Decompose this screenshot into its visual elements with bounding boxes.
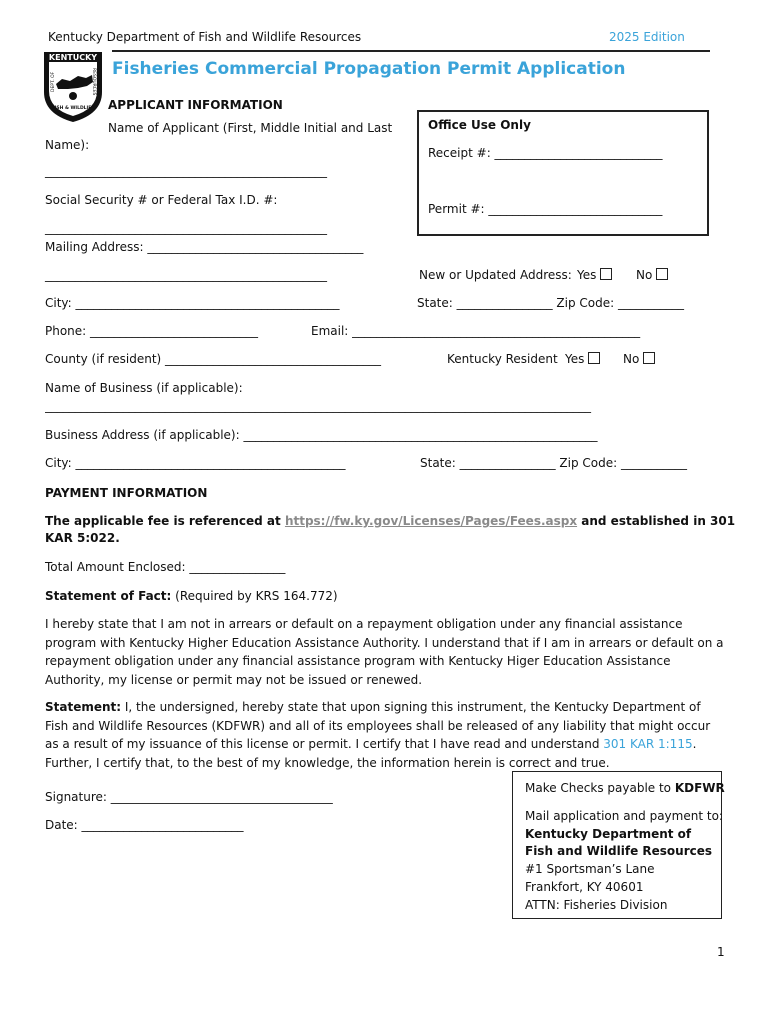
mailing-address-line2[interactable]: _______________________________________________ [45, 268, 327, 282]
address-line2: Frankfort, KY 40601 [525, 880, 644, 894]
attn-line: ATTN: Fisheries Division [525, 898, 668, 912]
business-city-field[interactable]: City: _____________________________________________ [45, 456, 346, 470]
office-use-box [417, 110, 709, 236]
statement-of-fact-note: (Required by KRS 164.772) [171, 589, 338, 603]
business-name-label: Name of Business (if applicable): [45, 381, 243, 395]
resident-yes[interactable] [565, 352, 600, 367]
header-rule [112, 50, 710, 52]
name-label-line2: Name): [45, 138, 90, 152]
no-label: No [623, 352, 640, 366]
fee-suffix: and established in 301 [577, 514, 736, 528]
no-label: No [636, 268, 653, 282]
statement-of-fact-heading: Statement of Fact: [45, 589, 172, 603]
yes-label: Yes [577, 268, 597, 282]
mailing-address-field[interactable]: Mailing Address: ____________________________________ [45, 240, 364, 254]
page-number: 1 [717, 945, 725, 959]
logo-right-text: RESOURCES [91, 68, 96, 96]
yes-label: Yes [565, 352, 585, 366]
mail-payment-box [512, 771, 725, 919]
resident-no-checkbox[interactable] [643, 352, 655, 364]
statement-of-fact-body: I hereby state that I am not in arrears or default on a repayment obligation under any financial assistance program with Kentucky Higher Education Assistance Authority. I understand that if I am in arrears or default on a repayment obligation under any financial assistance program with Kentucky Higer Education Assistance Authority, my license or permit may not be issued or renewed. [45, 617, 724, 687]
fee-line [45, 514, 735, 529]
org-line2: Fish and Wildlife Resources [525, 844, 713, 858]
permit-field[interactable]: Permit #: _____________________________ [428, 202, 663, 216]
fee-line2: KAR 5:022. [45, 531, 120, 545]
statement-body-part1: I, the undersigned, hereby state that upon signing this instrument, the Kentucky Department of Fish and Wildlife Resources (KDFWR) and all of its employees shall be released of any liability that might occur as a result of my issuance of this license or permit. I certify that I have read and understand [45, 700, 711, 751]
statement-body-part2: . Further, I certify that, to the best of my knowledge, the information herein is correct and true. [45, 737, 697, 770]
resident-label: Kentucky Resident [447, 352, 558, 366]
signature-field[interactable]: Signature: _____________________________________ [45, 790, 333, 804]
checks-payable-line [525, 781, 725, 796]
resident-no[interactable] [623, 352, 655, 367]
business-name-field[interactable]: ___________________________________________________________________________________________ [45, 399, 591, 413]
agency-name: Kentucky Department of Fish and Wildlife Resources [48, 30, 362, 44]
total-amount-field[interactable]: Total Amount Enclosed: ________________ [45, 560, 286, 574]
address-line1: #1 Sportsman’s Lane [525, 862, 655, 876]
form-title: Fisheries Commercial Propagation Permit Application [112, 59, 626, 79]
ssn-field[interactable]: _______________________________________________ [45, 221, 327, 235]
city-field[interactable]: City: ____________________________________________ [45, 296, 340, 310]
ssn-label: Social Security # or Federal Tax I.D. #: [45, 193, 278, 207]
state-zip-field[interactable]: State: ________________ Zip Code: ___________ [417, 296, 684, 310]
date-field[interactable]: Date: ___________________________ [45, 818, 244, 832]
new-address-no-checkbox[interactable] [656, 268, 668, 280]
kdfwr-logo [40, 48, 106, 124]
new-address-label: New or Updated Address: [419, 268, 572, 282]
business-state-zip-field[interactable]: State: ________________ Zip Code: ___________ [420, 456, 687, 470]
phone-field[interactable]: Phone: ____________________________ [45, 324, 259, 338]
name-label-line1: Name of Applicant (First, Middle Initial and Last [108, 121, 393, 135]
org-line1: Kentucky Department of [525, 827, 692, 841]
statement-of-fact-heading-line [45, 589, 338, 604]
checks-prefix: Make Checks payable to [525, 781, 675, 795]
office-use-title: Office Use Only [428, 118, 531, 132]
statement-heading: Statement: [45, 700, 122, 714]
new-address-no[interactable] [636, 268, 668, 283]
fee-prefix: The applicable fee is referenced at [45, 514, 285, 528]
receipt-field[interactable]: Receipt #: ____________________________ [428, 146, 663, 160]
new-address-yes-checkbox[interactable] [600, 268, 612, 280]
mail-label: Mail application and payment to: [525, 809, 723, 823]
fees-link[interactable]: https://fw.ky.gov/Licenses/Pages/Fees.aspx [284, 514, 578, 528]
logo-bottom-text: FISH & WILDLIFE [51, 106, 95, 111]
county-field[interactable]: County (if resident) ____________________________________ [45, 352, 382, 366]
checks-payee: KDFWR [674, 781, 725, 795]
payment-section-title: PAYMENT INFORMATION [45, 486, 208, 500]
statement-paragraph [45, 698, 725, 772]
new-address-yes[interactable] [577, 268, 612, 283]
regulation-link[interactable]: 301 KAR 1:115 [603, 737, 693, 751]
logo-top-text: KENTUCKY [48, 53, 98, 62]
logo-left-text: DEPT. OF [51, 71, 56, 92]
resident-yes-checkbox[interactable] [588, 352, 600, 364]
applicant-section-title: APPLICANT INFORMATION [108, 98, 283, 112]
email-field[interactable]: Email: ________________________________________________ [311, 324, 641, 338]
business-address-field[interactable]: Business Address (if applicable): ___________________________________________________________ [45, 428, 598, 442]
name-field[interactable]: _______________________________________________ [45, 164, 327, 178]
edition-label: 2025 Edition [609, 30, 685, 44]
